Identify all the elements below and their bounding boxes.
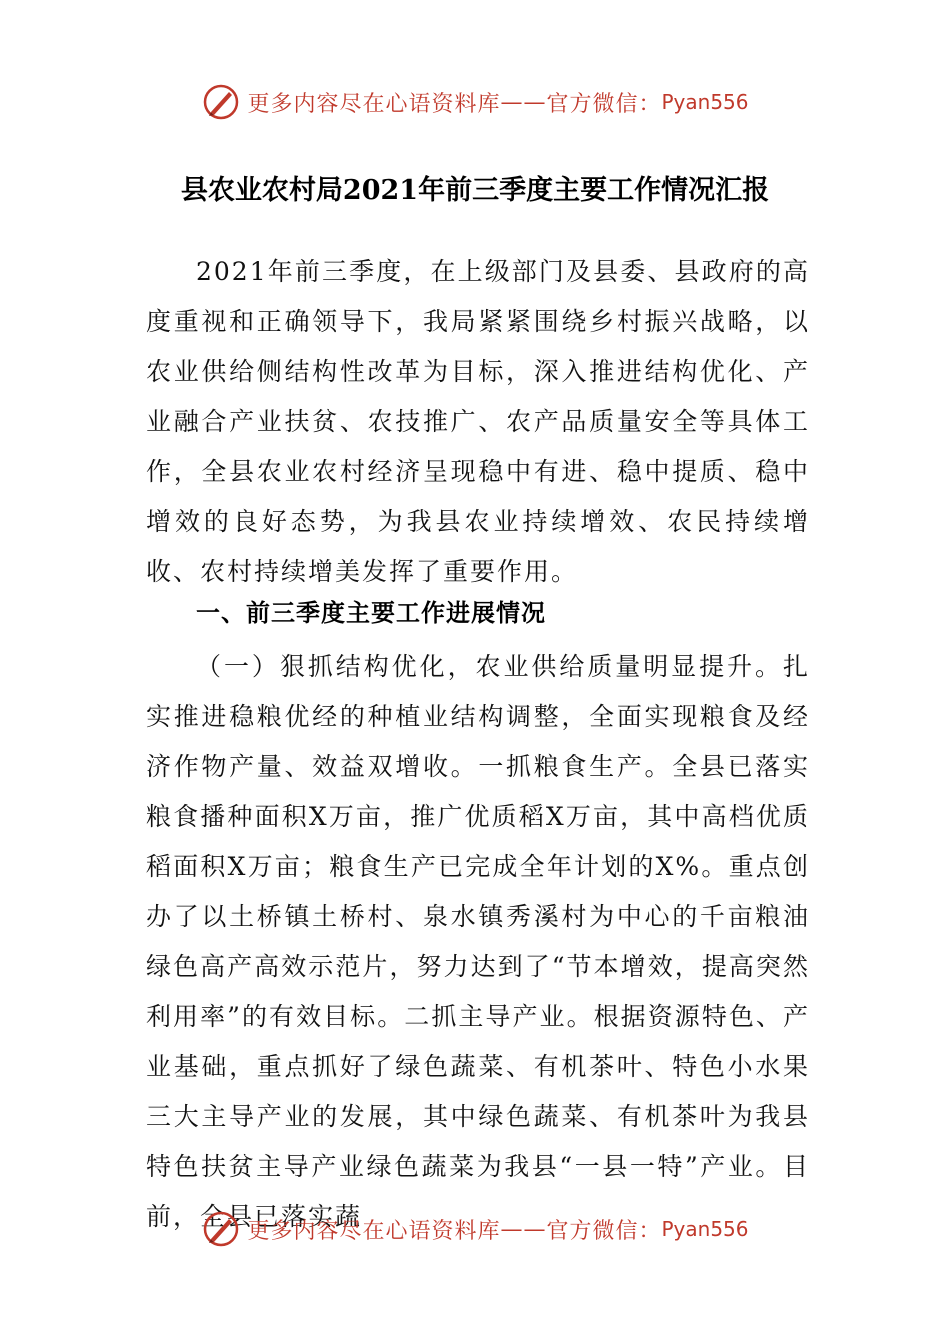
document-title: 县农业农村局2021年前三季度主要工作情况汇报 bbox=[180, 175, 770, 206]
watermark-id: Pyan556 bbox=[661, 90, 749, 114]
section-heading: 一、前三季度主要工作进展情况 bbox=[196, 599, 546, 627]
pen-logo-icon bbox=[201, 82, 241, 122]
section-paragraph: （一）狠抓结构优化，农业供给质量明显提升。扎实推进稳粮优经的种植业结构调整，全面实现粮食及经济作物产量、效益双增收。一抓粮食生产。全县已落实粮食播种面积X万亩，推广优质稻X万亩，其中高档优质稻面积X万亩；粮食生产已完成全年计划的X%。重点创办了以土桥镇土桥村、泉水镇秀溪村为中心的千亩粮油绿色高产高效示范片，努力达到了“节本增效，提高突然利用率”的有效目标。二抓主导产业。根据资源特色、产业基础，重点抓好了绿色蔬菜、有机茶叶、特色小水果三大主导产业的发展，其中绿色蔬菜、有机茶叶为我县特色扶贫主导产业绿色蔬菜为我县“一县一特”产业。目前，全县已落实蔬 bbox=[146, 652, 810, 1231]
pen-logo-icon bbox=[201, 1209, 241, 1249]
watermark-top bbox=[0, 80, 950, 124]
watermark-id: Pyan556 bbox=[661, 1217, 749, 1241]
watermark-separator: —— bbox=[500, 89, 547, 115]
watermark-label: 官方微信： bbox=[546, 91, 662, 117]
watermark-label: 官方微信： bbox=[546, 1218, 662, 1244]
watermark-text: 更多内容尽在心语资料库 bbox=[247, 91, 501, 117]
section-block bbox=[146, 642, 810, 1242]
watermark-separator: —— bbox=[500, 1216, 547, 1242]
intro-paragraph: 2021年前三季度，在上级部门及县委、县政府的高度重视和正确领导下，我局紧紧围绕乡村振兴战略，以农业供给侧结构性改革为目标，深入推进结构优化、产业融合产业扶贫、农技推广、农产品质量安全等具体工作，全县农业农村经济呈现稳中有进、稳中提质、稳中增效的良好态势，为我县农业持续增效、农民持续增收、农村持续增美发挥了重要作用。 bbox=[146, 257, 810, 586]
watermark-text: 更多内容尽在心语资料库 bbox=[247, 1218, 501, 1244]
intro-block bbox=[146, 247, 810, 597]
watermark-bottom bbox=[0, 1207, 950, 1251]
